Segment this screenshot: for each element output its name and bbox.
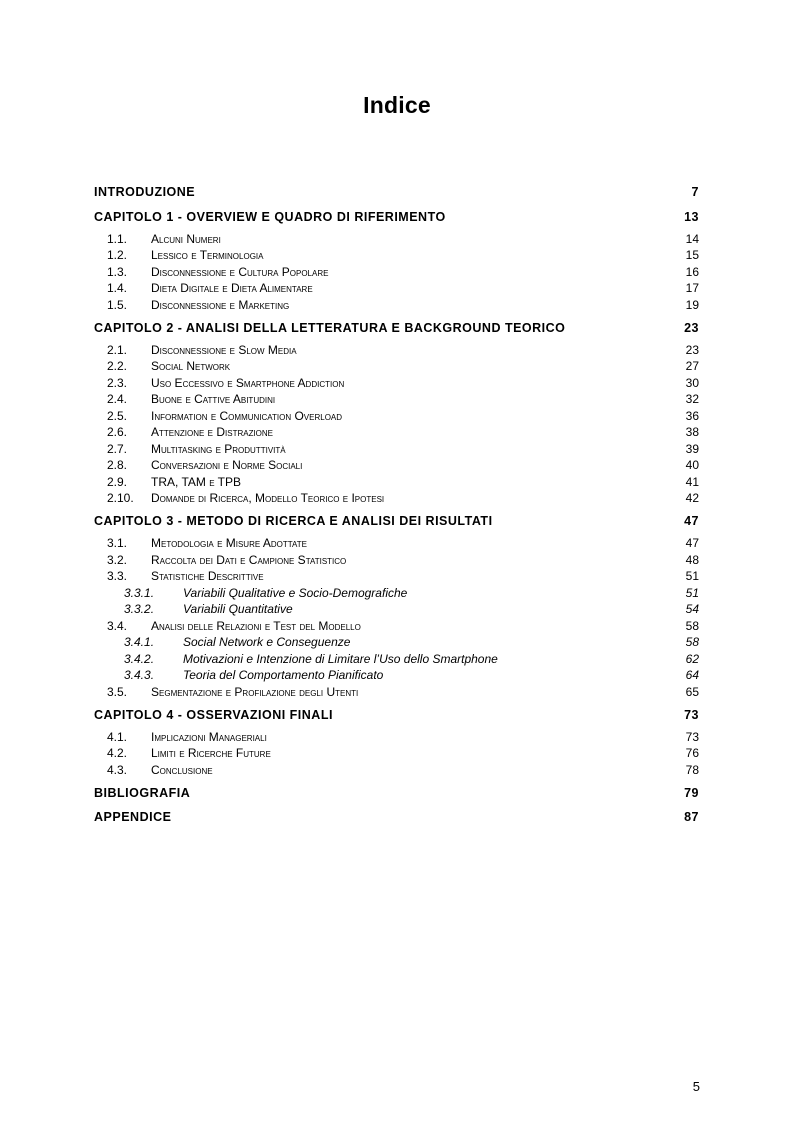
toc-section-entry[interactable] [94, 618, 699, 635]
toc-section-title: Segmentazione e Profilazione degli Utenti [151, 684, 359, 699]
toc-chapter-entry[interactable] [94, 207, 699, 227]
toc-section-entry[interactable] [94, 375, 699, 392]
toc-page-ref: 23 [684, 320, 699, 335]
toc-section-number: 1.3. [107, 264, 128, 279]
toc-subsection-label [124, 667, 383, 684]
toc-section-number: 2.3. [107, 375, 128, 390]
toc-page-ref: 65 [685, 684, 699, 699]
toc-section-title: Buone e Cattive Abitudini [151, 392, 276, 406]
toc-section-entry[interactable] [94, 297, 699, 314]
toc-page-ref: 47 [685, 536, 699, 550]
toc-section-number: 2.8. [107, 458, 128, 472]
toc-section-title: TRA, TAM e TPB [151, 474, 242, 489]
toc-section-entry[interactable] [94, 441, 699, 458]
toc-page-ref: 16 [685, 264, 699, 279]
toc-page-ref: 38 [685, 425, 699, 439]
toc-subsection-label [124, 601, 293, 618]
toc-page-ref: 40 [685, 458, 699, 472]
toc-section-number: 1.1. [107, 231, 128, 246]
toc-section-entry[interactable] [94, 247, 699, 264]
toc-subsection-label [124, 634, 350, 651]
toc-section-number: 1.2. [107, 248, 128, 262]
toc-section-title: Raccolta dei Dati e Campione Statistico [151, 552, 347, 567]
toc-chapter-entry[interactable] [94, 783, 699, 803]
toc-page-ref: 73 [685, 729, 699, 744]
toc-section-number: 2.10. [107, 491, 134, 505]
toc-page-ref: 36 [685, 408, 699, 423]
toc-page-ref: 54 [685, 602, 699, 616]
toc-section-entry[interactable] [94, 762, 699, 779]
toc-section-entry[interactable] [94, 568, 699, 585]
toc-section-number: 4.1. [107, 729, 128, 744]
toc-chapter-title: CAPITOLO 2 - ANALISI DELLA LETTERATURA E BACKGROUND TEORICO [94, 320, 566, 335]
toc-section-entry[interactable] [94, 457, 699, 474]
toc-section-entry[interactable] [94, 552, 699, 569]
toc-section-entry[interactable] [94, 684, 699, 701]
toc-page-ref: 32 [685, 392, 699, 406]
toc-section-entry[interactable] [94, 280, 699, 297]
toc-section-title: Disconnessione e Marketing [151, 297, 290, 312]
toc-subsection-entry[interactable] [94, 601, 699, 618]
toc-subsection-number: 3.3.2. [124, 602, 155, 616]
toc-section-number: 2.6. [107, 425, 128, 439]
toc-page-ref: 87 [684, 810, 699, 824]
toc-subsection-title: Variabili Quantitative [183, 602, 293, 616]
toc-chapter-title: CAPITOLO 4 - OSSERVAZIONI FINALI [94, 707, 333, 722]
toc-page-ref: 27 [685, 359, 699, 373]
toc-section-label [107, 441, 286, 458]
toc-page-ref: 79 [684, 785, 699, 800]
toc-subsection-title: Teoria del Comportamento Pianificato [183, 668, 384, 682]
toc-subsection-title: Motivazioni e Intenzione di Limitare l’Uso dello Smartphone [183, 651, 498, 666]
page-title: Indice [363, 92, 431, 118]
toc-subsection-entry[interactable] [94, 585, 699, 602]
toc-section-title: Multitasking e Produttività [151, 441, 286, 456]
toc-subsection-number: 3.4.3. [124, 668, 155, 682]
toc-section-entry[interactable] [94, 264, 699, 281]
toc-subsection-label [124, 585, 407, 602]
toc-section-label [107, 457, 302, 474]
toc-page-ref: 51 [685, 585, 699, 600]
toc-page-ref: 23 [685, 342, 699, 357]
toc-section-number: 3.3. [107, 569, 128, 583]
toc-chapter-title: BIBLIOGRAFIA [94, 785, 191, 800]
toc-page-ref: 15 [685, 248, 699, 262]
toc-page-ref: 58 [685, 635, 699, 649]
toc-page-ref: 64 [685, 668, 699, 682]
toc-section-title: Lessico e Terminologia [151, 248, 264, 262]
toc-section-entry[interactable] [94, 535, 699, 552]
toc-section-title: Implicazioni Manageriali [151, 729, 267, 744]
toc-page-ref: 78 [685, 762, 699, 777]
toc-section-number: 2.4. [107, 392, 128, 406]
toc-section-number: 2.5. [107, 408, 128, 423]
toc-page-ref: 76 [685, 746, 699, 760]
toc-section-label [107, 618, 361, 635]
toc-section-label [107, 358, 230, 375]
toc-page-ref: 73 [684, 707, 699, 722]
toc-section-title: Attenzione e Distrazione [151, 425, 274, 439]
toc-section-label [107, 391, 275, 408]
toc-section-title: Social Network [151, 359, 231, 373]
toc-chapter-entry[interactable] [94, 511, 699, 531]
toc-section-label [107, 231, 221, 248]
toc-chapter-entry[interactable] [94, 318, 699, 338]
toc-section-title: Conclusione [151, 762, 213, 777]
toc-chapter-entry[interactable] [94, 182, 699, 202]
toc-chapter-entry[interactable] [94, 705, 699, 725]
toc-section-title: Analisi delle Relazioni e Test del Modello [151, 618, 361, 633]
toc-section-title: Statistiche Descrittive [151, 569, 264, 583]
toc-page-ref: 19 [685, 297, 699, 312]
toc-section-entry[interactable] [94, 490, 699, 507]
toc-page-ref: 42 [685, 491, 699, 505]
toc-section-title: Disconnessione e Cultura Popolare [151, 264, 329, 279]
toc-page-ref: 58 [685, 618, 699, 633]
toc-section-title: Metodologia e Misure Adottate [151, 536, 308, 550]
toc-section-label [107, 375, 344, 392]
toc-subsection-number: 3.3.1. [124, 585, 155, 600]
toc-page-ref: 39 [685, 441, 699, 456]
toc-section-label [107, 552, 346, 569]
toc-section-title: Uso Eccessivo e Smartphone Addiction [151, 375, 345, 390]
toc-section-number: 4.3. [107, 762, 128, 777]
toc-subsection-title: Social Network e Conseguenze [183, 635, 351, 649]
toc-section-number: 3.2. [107, 552, 128, 567]
toc-section-title: Domande di Ricerca, Modello Teorico e Ipotesi [151, 491, 385, 505]
toc-chapter-title: APPENDICE [94, 810, 172, 824]
toc-subsection-entry[interactable] [94, 634, 699, 651]
toc-page-ref: 51 [685, 569, 699, 583]
toc-section-label [107, 535, 307, 552]
toc-section-number: 1.5. [107, 297, 128, 312]
toc-section-label [107, 729, 267, 746]
toc-section-number: 1.4. [107, 281, 128, 295]
toc-section-number: 2.9. [107, 474, 128, 489]
toc-section-title: Dieta Digitale e Dieta Alimentare [151, 281, 313, 295]
toc-section-label [107, 297, 289, 314]
toc-section-label [107, 424, 273, 441]
toc-section-number: 3.5. [107, 684, 128, 699]
toc-section-entry[interactable] [94, 424, 699, 441]
toc-chapter-title: CAPITOLO 1 - OVERVIEW E QUADRO DI RIFERIMENTO [94, 209, 446, 224]
toc-section-label [107, 762, 213, 779]
toc-page-ref: 62 [685, 651, 699, 666]
toc-section-title: Limiti e Ricerche Future [151, 746, 271, 760]
toc-section-entry[interactable] [94, 342, 699, 359]
toc-section-label [107, 408, 342, 425]
toc-page-ref: 17 [685, 281, 699, 295]
toc-section-label [107, 264, 328, 281]
toc-section-title: Conversazioni e Norme Sociali [151, 458, 303, 472]
toc-section-label [107, 490, 384, 507]
toc-section-entry[interactable] [94, 745, 699, 762]
toc-section-number: 3.4. [107, 618, 128, 633]
toc-section-title: Alcuni Numeri [151, 231, 221, 246]
toc-section-title: Disconnessione e Slow Media [151, 342, 297, 357]
toc-section-label [107, 684, 358, 701]
toc-section-number: 3.1. [107, 536, 128, 550]
toc-section-entry[interactable] [94, 358, 699, 375]
toc-section-entry[interactable] [94, 231, 699, 248]
toc-subsection-entry[interactable] [94, 651, 699, 668]
toc-subsection-number: 3.4.2. [124, 651, 155, 666]
toc-section-number: 2.7. [107, 441, 128, 456]
toc-section-number: 2.2. [107, 359, 128, 373]
toc-section-entry[interactable] [94, 408, 699, 425]
toc-page-ref: 14 [685, 231, 699, 246]
toc-section-label [107, 474, 241, 491]
toc-page-ref: 47 [684, 514, 699, 528]
toc-section-label [107, 247, 263, 264]
toc-page-ref: 41 [685, 474, 699, 489]
toc-section-entry[interactable] [94, 391, 699, 408]
toc-subsection-entry[interactable] [94, 667, 699, 684]
toc-section-label [107, 568, 264, 585]
toc-subsection-label [124, 651, 498, 668]
toc-section-entry[interactable] [94, 729, 699, 746]
toc-subsection-title: Variabili Qualitative e Socio-Demografiche [183, 585, 408, 600]
toc-page-ref: 13 [684, 209, 699, 224]
toc-page-ref: 48 [685, 552, 699, 567]
toc-page-ref: 30 [685, 375, 699, 390]
toc-chapter-title: INTRODUZIONE [94, 185, 196, 199]
page-number: 5 [692, 1079, 700, 1094]
toc-section-label [107, 342, 297, 359]
table-of-contents [94, 182, 699, 827]
toc-page-ref: 7 [691, 185, 699, 199]
toc-subsection-number: 3.4.1. [124, 635, 155, 649]
toc-section-label [107, 745, 271, 762]
toc-chapter-entry[interactable] [94, 807, 699, 827]
toc-section-number: 2.1. [107, 342, 128, 357]
toc-chapter-title: CAPITOLO 3 - METODO DI RICERCA E ANALISI DEI RISULTATI [94, 514, 493, 528]
toc-section-label [107, 280, 313, 297]
toc-section-entry[interactable] [94, 474, 699, 491]
toc-section-number: 4.2. [107, 746, 128, 760]
toc-section-title: Information e Communication Overload [151, 408, 343, 423]
